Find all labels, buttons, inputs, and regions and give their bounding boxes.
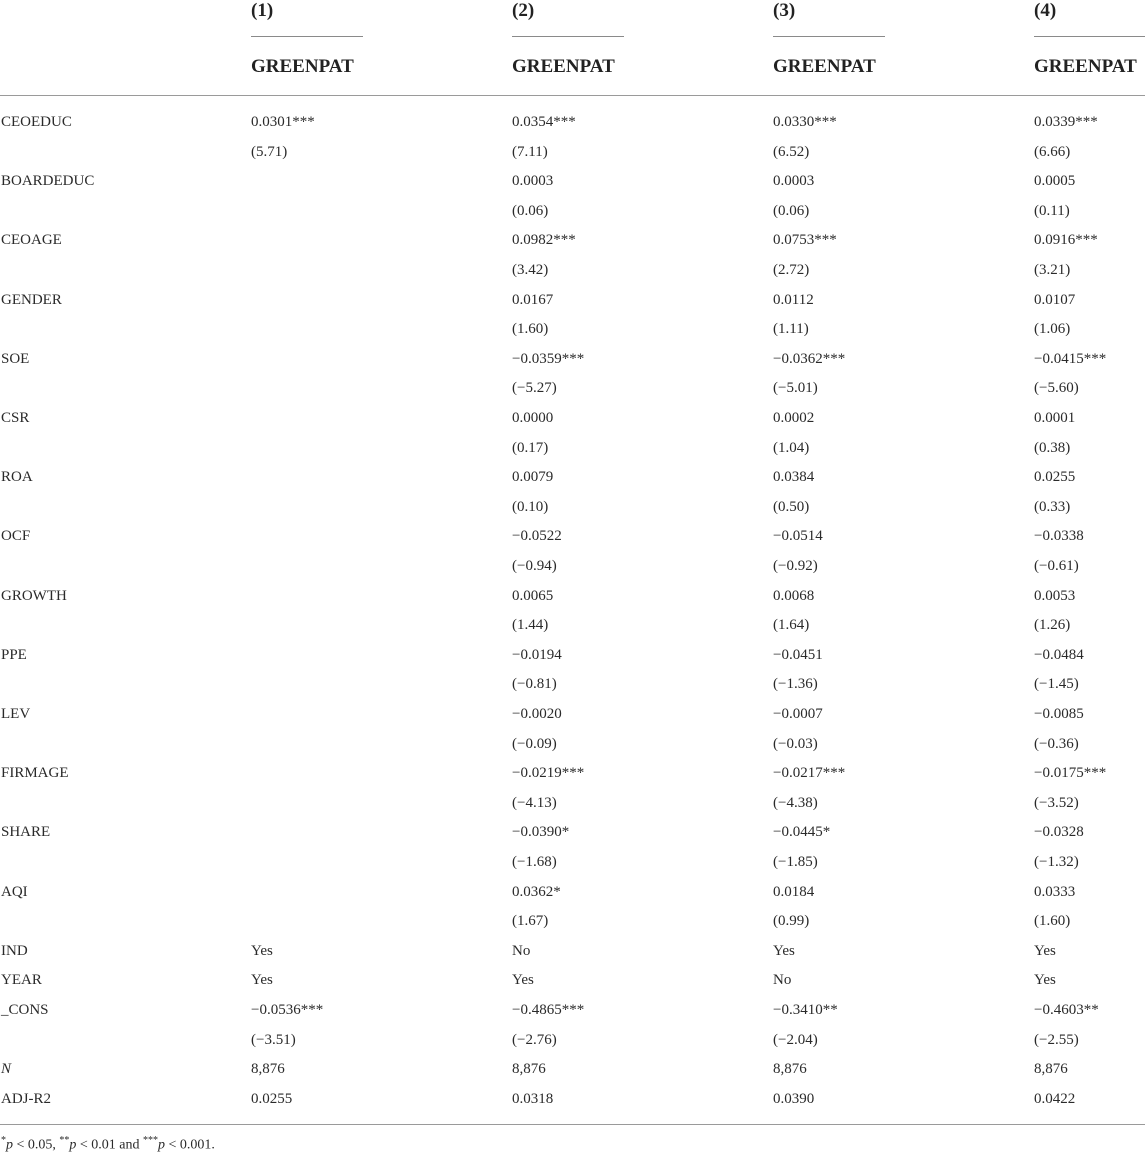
row-label: YEAR: [1, 972, 42, 989]
col-name-3: GREENPAT: [773, 56, 876, 77]
coef-cell: 0.0107: [1034, 291, 1076, 308]
t-stat-cell: (−4.38): [773, 794, 818, 811]
t-stat-cell: (−0.09): [512, 735, 557, 752]
coef-cell: −0.4603**: [1034, 1002, 1099, 1018]
coef-cell: 0.0330***: [773, 114, 837, 130]
t-stat-cell: (0.11): [1034, 202, 1070, 219]
t-stat-cell: (0.17): [512, 439, 549, 456]
coef-cell: 0.0255: [1034, 469, 1076, 486]
coef-cell: −0.0415***: [1034, 350, 1107, 367]
col-name-2: GREENPAT: [512, 56, 615, 77]
t-stat-cell: (1.60): [1034, 913, 1071, 930]
t-stat-cell: (−3.52): [1034, 794, 1079, 811]
fixed-effect-cell: Yes: [1034, 942, 1056, 959]
stat-cell: 0.0255: [251, 1090, 293, 1107]
coef-cell: 0.0053: [1034, 587, 1076, 604]
coef-cell: −0.0514: [773, 528, 823, 545]
col-number-4: (4): [1034, 0, 1057, 21]
t-stat-cell: (−2.55): [1034, 1031, 1079, 1048]
coef-cell: −0.0451: [773, 646, 823, 663]
coef-cell: −0.0362***: [773, 350, 846, 367]
coef-cell: 0.0068: [773, 587, 815, 604]
t-stat-cell: (3.21): [1034, 262, 1071, 278]
coef-cell: 0.0916***: [1034, 232, 1098, 249]
coef-cell: 0.0003: [512, 173, 554, 190]
t-stat-cell: (−0.36): [1034, 735, 1079, 752]
t-stat-cell: (1.64): [773, 617, 810, 634]
fixed-effect-cell: No: [773, 972, 792, 989]
coef-cell: 0.0354***: [512, 114, 576, 130]
t-stat-cell: (1.11): [773, 321, 809, 338]
t-stat-cell: (−0.61): [1034, 558, 1079, 574]
t-stat-cell: (−0.81): [512, 676, 557, 693]
stat-cell: 0.0390: [773, 1090, 815, 1107]
coef-cell: −0.0484: [1034, 646, 1084, 663]
row-label: SHARE: [1, 824, 51, 841]
header-underline-2: [512, 36, 624, 37]
coef-cell: −0.0085: [1034, 706, 1084, 722]
coef-cell: 0.0167: [512, 291, 554, 308]
row-label: PPE: [1, 646, 27, 663]
t-stat-cell: (−0.03): [773, 735, 818, 752]
row-label: FIRMAGE: [1, 765, 69, 782]
row-label: SOE: [1, 350, 30, 367]
t-stat-cell: (−0.94): [512, 558, 557, 574]
row-label: IND: [1, 942, 28, 959]
t-stat-cell: (−2.76): [512, 1031, 557, 1048]
header-underline-1: [251, 36, 363, 37]
t-stat-cell: (1.06): [1034, 321, 1071, 338]
row-label: ADJ-R2: [1, 1090, 52, 1107]
coef-cell: −0.0359***: [512, 350, 585, 367]
coef-cell: −0.0536***: [251, 1002, 324, 1018]
stat-cell: 8,876: [773, 1061, 807, 1078]
row-label: GROWTH: [1, 587, 67, 604]
row-label: CSR: [1, 410, 30, 426]
header-underline-3: [773, 36, 885, 37]
fixed-effect-cell: No: [512, 942, 531, 959]
t-stat-cell: (−4.13): [512, 794, 557, 811]
t-stat-cell: (0.33): [1034, 498, 1071, 515]
row-label: GENDER: [1, 291, 62, 308]
coef-cell: −0.0522: [512, 528, 562, 545]
coef-cell: −0.0020: [512, 706, 562, 722]
row-label: CEOAGE: [1, 232, 62, 249]
row-label: _CONS: [1, 1002, 49, 1018]
t-stat-cell: (2.72): [773, 262, 810, 278]
fixed-effect-cell: Yes: [773, 942, 795, 959]
coef-cell: 0.0301***: [251, 114, 315, 130]
row-label: LEV: [1, 706, 31, 722]
coef-cell: 0.0339***: [1034, 114, 1098, 130]
t-stat-cell: (−2.04): [773, 1031, 818, 1048]
t-stat-cell: (−3.51): [251, 1031, 296, 1048]
coef-cell: −0.0445*: [773, 824, 831, 841]
stat-cell: 8,876: [512, 1061, 546, 1078]
col-name-1: GREENPAT: [251, 56, 354, 77]
t-stat-cell: (0.38): [1034, 439, 1071, 456]
t-stat-cell: (0.50): [773, 498, 810, 515]
fixed-effect-cell: Yes: [251, 942, 273, 959]
header-rule: [0, 95, 1145, 96]
coef-cell: 0.0384: [773, 469, 815, 486]
col-number-1: (1): [251, 0, 274, 21]
coef-cell: −0.0219***: [512, 765, 585, 782]
coef-cell: −0.0390*: [512, 824, 570, 841]
stat-cell: 8,876: [251, 1061, 285, 1078]
row-label: ROA: [1, 469, 33, 486]
t-stat-cell: (1.04): [773, 439, 810, 456]
coef-cell: 0.0002: [773, 410, 815, 426]
t-stat-cell: (−0.92): [773, 558, 818, 574]
coef-cell: 0.0065: [512, 587, 554, 604]
fixed-effect-cell: Yes: [512, 972, 534, 989]
bottom-rule: [0, 1124, 1145, 1125]
t-stat-cell: (0.99): [773, 913, 810, 930]
coef-cell: −0.0328: [1034, 824, 1084, 841]
coef-cell: −0.0007: [773, 706, 823, 722]
t-stat-cell: (−1.85): [773, 854, 818, 870]
t-stat-cell: (1.60): [512, 321, 549, 338]
fixed-effect-cell: Yes: [251, 972, 273, 989]
row-label: OCF: [1, 528, 31, 545]
coef-cell: 0.0079: [512, 469, 554, 486]
coef-cell: 0.0001: [1034, 410, 1076, 426]
t-stat-cell: (−5.60): [1034, 380, 1079, 397]
row-label: CEOEDUC: [1, 114, 72, 130]
coef-cell: 0.0005: [1034, 173, 1076, 190]
coef-cell: −0.0175***: [1034, 765, 1107, 782]
stat-cell: 0.0422: [1034, 1090, 1076, 1107]
t-stat-cell: (0.06): [773, 202, 810, 219]
coef-cell: 0.0184: [773, 883, 815, 900]
coef-cell: −0.3410**: [773, 1002, 838, 1018]
t-stat-cell: (−1.45): [1034, 676, 1079, 693]
row-label: BOARDEDUC: [1, 173, 95, 190]
col-number-3: (3): [773, 0, 796, 21]
t-stat-cell: (1.67): [512, 913, 549, 930]
coef-cell: 0.0000: [512, 410, 554, 426]
row-label: N: [1, 1061, 12, 1078]
t-stat-cell: (−1.68): [512, 854, 557, 870]
t-stat-cell: (−5.01): [773, 380, 818, 397]
t-stat-cell: (7.11): [512, 143, 548, 160]
t-stat-cell: (−5.27): [512, 380, 557, 397]
coef-cell: 0.0333: [1034, 883, 1076, 900]
fixed-effect-cell: Yes: [1034, 972, 1056, 989]
t-stat-cell: (0.10): [512, 498, 549, 515]
footnote: *p < 0.05, **p < 0.01 and ***p < 0.001.: [1, 1135, 215, 1153]
stat-cell: 8,876: [1034, 1061, 1068, 1078]
col-number-2: (2): [512, 0, 535, 21]
t-stat-cell: (1.26): [1034, 617, 1071, 634]
coef-cell: 0.0003: [773, 173, 815, 190]
t-stat-cell: (5.71): [251, 143, 288, 160]
col-name-4: GREENPAT: [1034, 56, 1137, 77]
t-stat-cell: (3.42): [512, 262, 549, 278]
coef-cell: −0.0338: [1034, 528, 1084, 545]
coef-cell: 0.0982***: [512, 232, 576, 249]
t-stat-cell: (−1.32): [1034, 854, 1079, 870]
coef-cell: −0.0217***: [773, 765, 846, 782]
coef-cell: 0.0362*: [512, 883, 561, 900]
coef-cell: 0.0753***: [773, 232, 837, 249]
stat-cell: 0.0318: [512, 1090, 554, 1107]
t-stat-cell: (−1.36): [773, 676, 818, 693]
coef-cell: 0.0112: [773, 291, 814, 308]
t-stat-cell: (6.52): [773, 143, 810, 160]
t-stat-cell: (1.44): [512, 617, 549, 634]
t-stat-cell: (6.66): [1034, 143, 1071, 160]
t-stat-cell: (0.06): [512, 202, 549, 219]
header-underline-4: [1034, 36, 1145, 37]
coef-cell: −0.0194: [512, 646, 562, 663]
coef-cell: −0.4865***: [512, 1002, 585, 1018]
row-label: AQI: [1, 883, 28, 900]
